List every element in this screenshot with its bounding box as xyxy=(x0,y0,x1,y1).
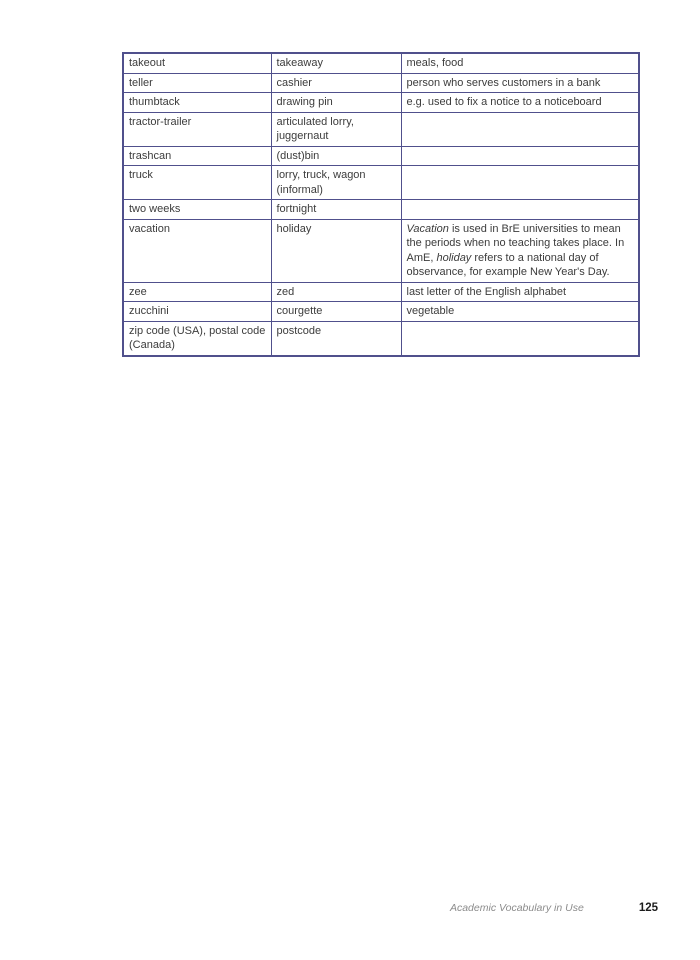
vocab-table xyxy=(122,52,640,357)
book-title: Academic Vocabulary in Use xyxy=(449,902,584,914)
table-row xyxy=(123,53,639,73)
cell-note: Vacation is used in BrE universities to mean the periods when no teaching takes place. In AmE, holiday refers to a national day of observance, for example New Year's Day. xyxy=(401,219,639,282)
cell-american-term: two weeks xyxy=(123,200,271,220)
cell-american-term: vacation xyxy=(123,219,271,282)
cell-note: e.g. used to fix a notice to a noticeboard xyxy=(401,93,639,113)
cell-british-term: (dust)bin xyxy=(271,146,401,166)
cell-british-term: lorry, truck, wagon (informal) xyxy=(271,166,401,200)
cell-american-term: tractor-trailer xyxy=(123,112,271,146)
table-row xyxy=(123,321,639,356)
cell-british-term: courgette xyxy=(271,302,401,322)
cell-note xyxy=(401,112,639,146)
cell-british-term: drawing pin xyxy=(271,93,401,113)
cell-british-term: articulated lorry, juggernaut xyxy=(271,112,401,146)
cell-note: person who serves customers in a bank xyxy=(401,73,639,93)
cell-british-term: fortnight xyxy=(271,200,401,220)
cell-british-term: takeaway xyxy=(271,53,401,73)
table-row xyxy=(123,282,639,302)
vocab-table-body xyxy=(123,53,639,356)
table-row xyxy=(123,200,639,220)
table-row xyxy=(123,166,639,200)
cell-american-term: zucchini xyxy=(123,302,271,322)
cell-british-term: holiday xyxy=(271,219,401,282)
cell-american-term: zee xyxy=(123,282,271,302)
page-footer xyxy=(450,902,658,914)
cell-american-term: teller xyxy=(123,73,271,93)
cell-note xyxy=(401,166,639,200)
cell-american-term: thumbtack xyxy=(123,93,271,113)
table-row xyxy=(123,93,639,113)
cell-note: meals, food xyxy=(401,53,639,73)
cell-american-term: takeout xyxy=(123,53,271,73)
cell-note xyxy=(401,321,639,356)
cell-american-term: zip code (USA), postal code (Canada) xyxy=(123,321,271,356)
cell-note xyxy=(401,146,639,166)
cell-american-term: trashcan xyxy=(123,146,271,166)
cell-british-term: cashier xyxy=(271,73,401,93)
page-number: 125 xyxy=(638,902,658,914)
cell-note: last letter of the English alphabet xyxy=(401,282,639,302)
cell-british-term: postcode xyxy=(271,321,401,356)
cell-note: vegetable xyxy=(401,302,639,322)
table-row xyxy=(123,146,639,166)
table-row xyxy=(123,219,639,282)
table-row xyxy=(123,112,639,146)
cell-british-term: zed xyxy=(271,282,401,302)
cell-american-term: truck xyxy=(123,166,271,200)
table-row xyxy=(123,73,639,93)
cell-note xyxy=(401,200,639,220)
table-row xyxy=(123,302,639,322)
